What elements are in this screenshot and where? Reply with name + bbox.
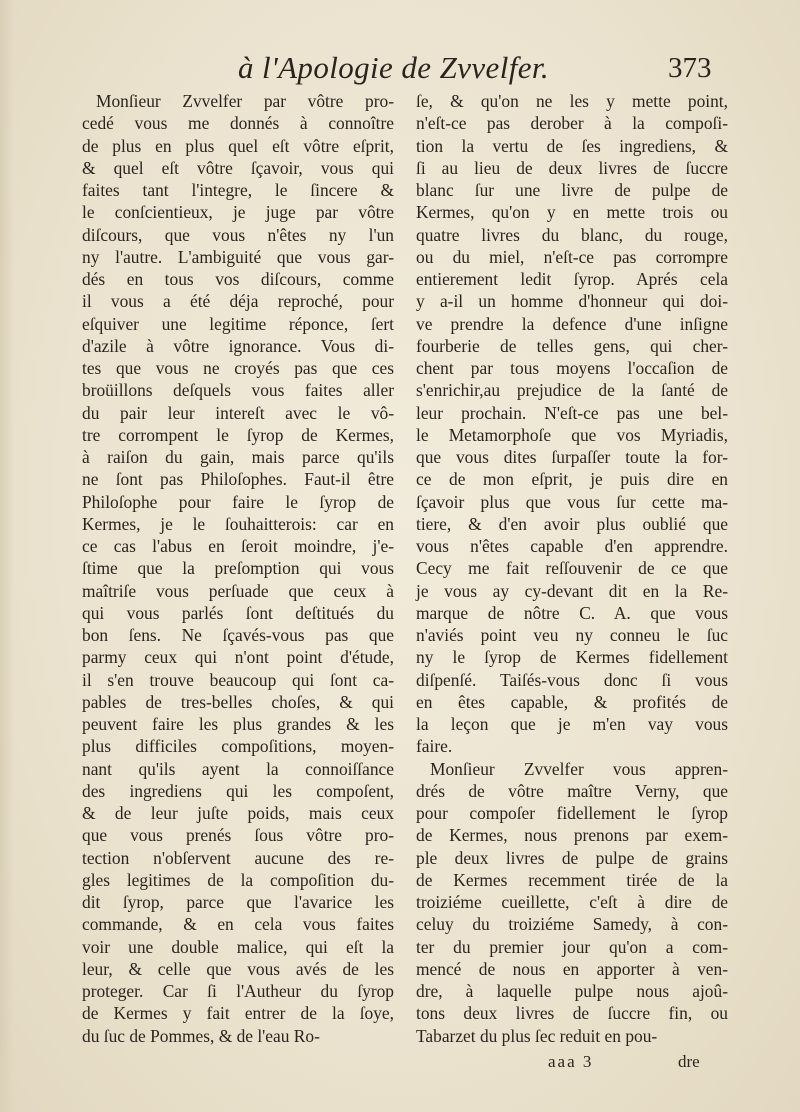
page-number: 373 (668, 52, 712, 84)
text-line: ſçavoir plus que vous ſur cette ma- (416, 491, 728, 512)
text-line: ny le ſyrop de Kermes fidellement (416, 647, 728, 668)
text-line: faites tant l'integre, le ſincere & (82, 180, 394, 200)
text-line: tre corrompent le ſyrop de Kermes, (82, 424, 394, 445)
text-line: tons deux livres de ſuccre fin, ou (416, 1003, 728, 1024)
text-line: s'enrichir,au prejudice de la ſanté de (416, 380, 728, 401)
text-line: ce cas l'abus en ſeroit moindre, j'e- (82, 536, 394, 556)
text-line: eſquiver une legitime réponce, ſert (82, 313, 394, 334)
text-line: Kermes, je le ſouhaitterois: car en (82, 513, 394, 534)
page-gutter-shadow (0, 0, 14, 1112)
text-line: parmy ceux qui n'ont point d'étude, (82, 647, 394, 668)
text-line: je vous ay cy-devant dit en la Re- (416, 580, 728, 601)
text-line: tection n'obſervent aucune des re- (82, 847, 394, 868)
text-line: d'azile à vôtre ignorance. Vous di- (82, 335, 394, 356)
text-line: leur prochain. N'eſt-ce pas une bel- (416, 402, 728, 423)
text-line: à raiſon du gain, mais parce qu'ils (82, 447, 394, 467)
text-line: en êtes capable, & profités de (416, 691, 728, 712)
text-line: que vous prenés ſous vôtre pro- (82, 825, 394, 846)
text-line: gles legitimes de la compoſition du- (82, 869, 394, 890)
text-line: il vous a été déja reproché, pour (82, 291, 394, 312)
text-line: le conſcientieux, je juge par vôtre (82, 202, 394, 223)
text-line: ſe, & qu'on ne les y mette point, (416, 91, 728, 111)
text-line: ou du miel, n'eſt-ce pas corrompre (416, 246, 728, 267)
text-line: dre, à laquelle pulpe nous ajoû- (416, 981, 728, 1001)
text-line: & quel eſt vôtre ſçavoir, vous qui (82, 157, 394, 178)
text-line: celuy du troiziéme Samedy, à con- (416, 914, 728, 935)
text-line: des ingrediens qui les compoſent, (82, 780, 394, 801)
text-line: tiere, & d'en avoir plus oublié que (416, 513, 728, 534)
text-line: tion la vertu de ſes ingrediens, & (416, 135, 728, 156)
text-line: quatre livres du blanc, du rouge, (416, 224, 728, 245)
text-line: il s'en trouve beaucoup qui ſont ca- (82, 669, 394, 690)
text-line: de Kermes, nous prenons par exem- (416, 825, 728, 846)
text-line: Tabarzet du plus ſec reduit en pou- (416, 1025, 658, 1046)
text-line: peuvent faire les plus grandes & les (82, 714, 394, 734)
left-text-column (82, 90, 394, 1047)
text-line: proteger. Car ſi l'Autheur du ſyrop (82, 981, 394, 1001)
text-line: tes que vous ne croyés pas que ces (82, 358, 394, 378)
text-line: drés de vôtre maître Verny, que (416, 780, 728, 801)
text-line: ne ſont pas Philoſophes. Faut-il être (82, 469, 394, 490)
text-line: ter du premier jour qu'on a com- (416, 936, 728, 957)
text-line: diſcours, que vous n'êtes ny l'un (82, 224, 394, 245)
text-line: de Kermes y fait entrer de la ſoye, (82, 1003, 394, 1024)
text-line: du ſuc de Pommes, & de l'eau Ro- (82, 1025, 320, 1046)
text-line: qui vous parlés ſont deſtitués du (82, 602, 394, 623)
text-line: dit ſyrop, parce que l'avarice les (82, 892, 394, 912)
text-line: voir une double malice, qui eſt la (82, 936, 394, 957)
text-line: troiziéme cueillette, c'eſt à dire de (416, 892, 728, 912)
text-line: leur, & celle que vous avés de les (82, 958, 394, 979)
text-line: de Kermes recemment tirée de la (416, 869, 728, 890)
signature-mark: aaa 3 (548, 1052, 594, 1071)
text-line: pour compoſer fidellement le ſyrop (416, 803, 728, 823)
text-line: ſtime que la preſomption qui vous (82, 558, 394, 579)
running-head (0, 44, 800, 94)
text-line: plus difficiles compoſitions, moyen- (82, 736, 394, 757)
text-line: la leçon que je m'en vay vous (416, 714, 728, 734)
text-line: maîtriſe vous perſuade que ceux à (82, 580, 394, 601)
text-line: broüillons deſquels vous faites aller (82, 380, 394, 401)
text-line: de plus en plus quel eſt vôtre eſprit, (82, 135, 394, 156)
text-line: Philoſophe pour faire le ſyrop de (82, 491, 394, 512)
running-title: à l'Apologie de Zvvelfer. (238, 50, 550, 85)
text-line: & de leur juſte poids, mais ceux (82, 803, 394, 823)
text-line: pables de tres-belles choſes, & qui (82, 691, 394, 712)
text-line: Monſieur Zvvelfer vous appren- (430, 758, 728, 779)
text-line: entierement ledit ſyrop. Aprés cela (416, 269, 728, 289)
text-line: n'eſt-ce pas derober à la compoſi- (416, 113, 728, 134)
text-line: que vous dites ſurpaſſer toute la for- (416, 447, 728, 467)
text-line: vous n'êtes capable d'en apprendre. (416, 536, 728, 556)
text-line: mencé de nous en apporter à ven- (416, 958, 728, 979)
text-line: chent par tous moyens l'occaſion de (416, 358, 728, 378)
text-line: dés en tous vos diſcours, comme (82, 269, 394, 289)
text-line: Monſieur Zvvelfer par vôtre pro- (96, 91, 394, 111)
text-line: cedé vous me donnés à connoître (82, 113, 394, 134)
text-line: ce de mon eſprit, je puis dire en (416, 469, 728, 490)
text-line: marque de nôtre C. A. que vous (416, 602, 728, 623)
text-line: commande, & en cela vous faites (82, 914, 394, 935)
text-line: y a-il un homme d'honneur qui doi- (416, 291, 728, 312)
text-line: le Metamorphoſe que vos Myriadis, (416, 424, 728, 445)
text-line: nant qu'ils ayent la connoiſſance (82, 758, 394, 779)
text-line: ple deux livres de pulpe de grains (416, 847, 728, 868)
text-line: faire. (416, 736, 453, 757)
text-line: ſi au lieu de deux livres de ſuccre (416, 157, 728, 178)
right-text-column (416, 90, 728, 1047)
text-line: ve prendre la defence d'une inſigne (416, 313, 728, 334)
text-line: diſpenſé. Taiſés-vous donc ſi vous (416, 669, 728, 690)
text-line: blanc ſur une livre de pulpe de (416, 180, 728, 200)
text-line: Kermes, qu'on y en mette trois ou (416, 202, 728, 223)
catchword: dre (678, 1052, 700, 1071)
text-line: n'aviés point veu ny conneu le ſuc (416, 625, 728, 645)
text-line: bon ſens. Ne ſçavés-vous pas que (82, 625, 394, 645)
text-line: fourberie de telles gens, qui cher- (416, 335, 728, 356)
text-line: du pair leur intereſt avec le vô- (82, 402, 394, 423)
text-line: ny l'autre. L'ambiguité que vous gar- (82, 246, 394, 267)
text-line: Cecy me fait reſſouvenir de ce que (416, 558, 728, 579)
